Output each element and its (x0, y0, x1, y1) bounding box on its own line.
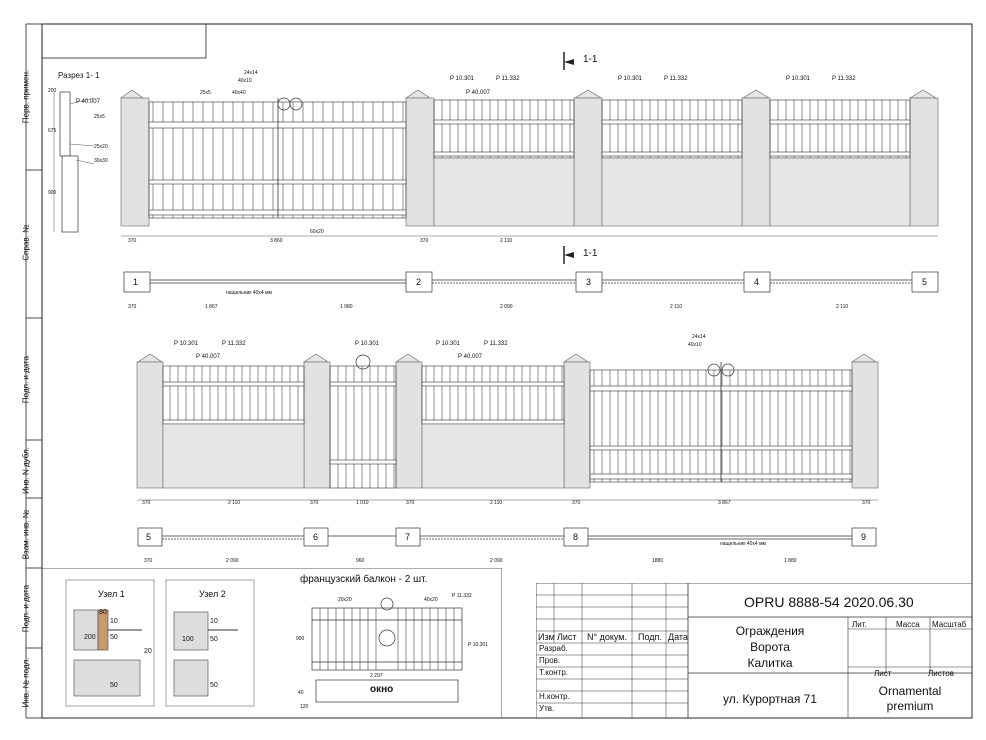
plan-post-8: 8 (573, 532, 579, 542)
label-40x10: 40х10 (238, 78, 252, 84)
plan-bottom-dim-10: 2 090 (490, 558, 503, 564)
balcony-dim-120: 120 (300, 704, 309, 710)
tb-row-nkontr: Н.контр. (539, 692, 570, 701)
balcony-r11332: Р 11.332 (452, 593, 472, 599)
tb-address: ул. Курортная 71 (723, 692, 817, 706)
node1-dim-20: 20 (144, 648, 152, 655)
balcony-dim-40x20: 40х20 (424, 597, 438, 603)
node2-title: Узел 2 (199, 589, 226, 599)
node1-title: Узел 1 (98, 589, 125, 599)
balcony-dim-40: 40 (298, 690, 304, 696)
tb-row-razrab: Разраб. (539, 644, 568, 653)
balcony-title: французский балкон - 2 шт. (300, 574, 428, 585)
top-dim-2110: 2 110 (500, 238, 513, 244)
tb-name-line-2: Ворота (750, 640, 790, 654)
node1-dim-10: 10 (110, 618, 118, 625)
bottom-dim-5: 2 110 (490, 500, 503, 506)
label-r11332b: Р 11.332 (664, 76, 688, 82)
label-r10301c: Р 10.301 (786, 76, 811, 82)
bottom-label-r40007c: Р 40.007 (458, 354, 483, 360)
balcony-window-label: окно (370, 684, 394, 695)
node1-dim-50: 50 (110, 634, 118, 641)
section-dim-675: 675 (48, 128, 57, 134)
tb-header-doc: N° докум. (587, 632, 627, 642)
plan-bottom-dim-6: 960 (356, 558, 365, 564)
balcony-dim-2297: 2 297 (370, 673, 383, 679)
top-dim-370: 370 (128, 238, 137, 244)
section-dim-25x20: 25х20 (94, 144, 108, 150)
tb-row-prov: Пров. (539, 656, 561, 665)
label-r40007: Р 40.007 (466, 90, 491, 96)
plan-bottom-dim-14: 1880 (652, 558, 664, 564)
tb-row-utv: Утв. (539, 704, 555, 713)
tb-sheets: Листов (928, 669, 954, 678)
plan-top-dim-8: 2 090 (500, 304, 513, 310)
plan-bottom-dim-0: 370 (144, 558, 153, 564)
plan-post-5: 5 (922, 277, 928, 287)
plan-top-dim-0: 370 (128, 304, 137, 310)
tb-name-line-3: Калитка (747, 656, 793, 670)
plan-bottom-dim-16: 1 880 (784, 558, 797, 564)
bottom-elevation (134, 340, 882, 506)
bottom-dim-1: 2 110 (228, 500, 241, 506)
tb-name-line-1: Ограждения (735, 624, 805, 638)
label-r10301: Р 10.301 (450, 76, 475, 82)
label-60x20: 60х20 (310, 229, 324, 235)
plan-top-note: нащельник 40х4 мм (226, 290, 272, 296)
plan-bottom-dim-2: 2 090 (226, 558, 239, 564)
plan-top-dim-4: 1 980 (340, 304, 353, 310)
label-r11332: Р 11.332 (496, 76, 520, 82)
label-24x14: 24х14 (244, 70, 258, 76)
node1-dim-200: 200 (84, 634, 96, 641)
balcony-dim-20x20: 20х20 (338, 597, 352, 603)
plan-post-6: 6 (313, 532, 319, 542)
plan-post-7: 7 (405, 532, 411, 542)
balcony-r10301: Р 10.301 (468, 642, 489, 648)
section-label: Разрез 1- 1 (58, 71, 100, 80)
bottom-label-r11332c: Р 11.332 (484, 341, 508, 347)
section-marker-bottom: 1-1 (583, 248, 598, 259)
plan-post-4: 4 (754, 277, 760, 287)
node1-dim-50b: 50 (110, 682, 118, 689)
plan-post-2: 2 (416, 277, 422, 287)
bottom-label-r10301b: Р 10.301 (355, 341, 380, 347)
node1-dim-80: 80 (99, 609, 107, 616)
stamp-sign-date-1: Подп. и дата (21, 355, 31, 404)
section-dim-30x30: 30х30 (94, 158, 108, 164)
tb-mass: Масса (896, 620, 920, 629)
node2-dim-10: 10 (210, 618, 218, 625)
balcony-dim-900: 900 (296, 636, 305, 642)
plan-post-5b: 5 (146, 532, 152, 542)
plan-post-1: 1 (133, 277, 139, 287)
bottom-label-40x10: 40х10 (688, 342, 702, 348)
label-40x40: 40х40 (232, 90, 246, 96)
stamp-sign-date-2: Подп. и дата (21, 584, 31, 633)
bottom-dim-8: 370 (862, 500, 871, 506)
tb-company-2: premium (886, 699, 934, 713)
tb-header-izm: Изм (538, 632, 555, 642)
plan-top-dim-13: 2 110 (836, 304, 849, 310)
tb-header-date: Дата (668, 632, 688, 642)
section-marker-top: 1-1 (583, 54, 598, 65)
stamp-ref-no: Справ. № (21, 224, 31, 261)
section-dim-200: 200 (48, 88, 57, 94)
plan-top-dim-2: 1 867 (205, 304, 218, 310)
bottom-dim-0: 370 (142, 500, 151, 506)
section-dim-900: 900 (48, 190, 57, 196)
stamp-dup-inv: Инв. N дубл. (21, 447, 31, 494)
plan-bottom-note: нащельник 40х4 мм (720, 541, 766, 547)
tb-row-tkontr: Т.контр. (539, 668, 569, 677)
doc-code: OPRU 8888-54 2020.06.30 (744, 594, 914, 610)
top-dim-370b: 370 (420, 238, 429, 244)
plan-post-3: 3 (586, 277, 592, 287)
tb-header-list: Лист (557, 632, 577, 642)
stamp-first-use: Перв. примен. (21, 69, 31, 124)
bottom-label-24x14: 24х14 (692, 334, 706, 340)
label-25x5: 25х5 (200, 90, 211, 96)
plan-post-9: 9 (861, 532, 867, 542)
bottom-dim-2: 370 (310, 500, 319, 506)
top-dim-3860: 3 860 (270, 238, 283, 244)
bottom-dim-7: 3 867 (718, 500, 731, 506)
node2-dim-50: 50 (210, 636, 218, 643)
bottom-dim-6: 370 (572, 500, 581, 506)
tb-lit: Лит. (852, 620, 867, 629)
tb-company-1: Ornamental (878, 684, 942, 698)
node2-dim-50b: 50 (210, 682, 218, 689)
tb-header-sign: Подп. (638, 632, 662, 642)
bottom-plan (136, 526, 881, 550)
label-r10301b: Р 10.301 (618, 76, 643, 82)
tb-sheet: Лист (874, 669, 892, 678)
tb-scale: Масштаб (932, 620, 967, 629)
section-dim-25x5: 25х5 (94, 114, 105, 120)
plan-top-dim-11: 2 110 (670, 304, 683, 310)
section-profile: P 40.007 (76, 99, 100, 105)
label-r11332c: Р 11.332 (832, 76, 856, 82)
bottom-label-r10301c: Р 10.301 (436, 341, 461, 347)
node2-dim-100: 100 (182, 636, 194, 643)
bottom-label-r11332: Р 11.332 (222, 341, 246, 347)
stamp-orig-inv: Инв. № подл. (21, 657, 31, 708)
stamp-replace-inv: Взам. инв. № (21, 509, 31, 560)
bottom-dim-3: 1 010 (356, 500, 369, 506)
bottom-label-r40007: Р 40.007 (196, 354, 221, 360)
bottom-dim-4: 370 (406, 500, 415, 506)
bottom-label-r10301: Р 10.301 (174, 341, 199, 347)
